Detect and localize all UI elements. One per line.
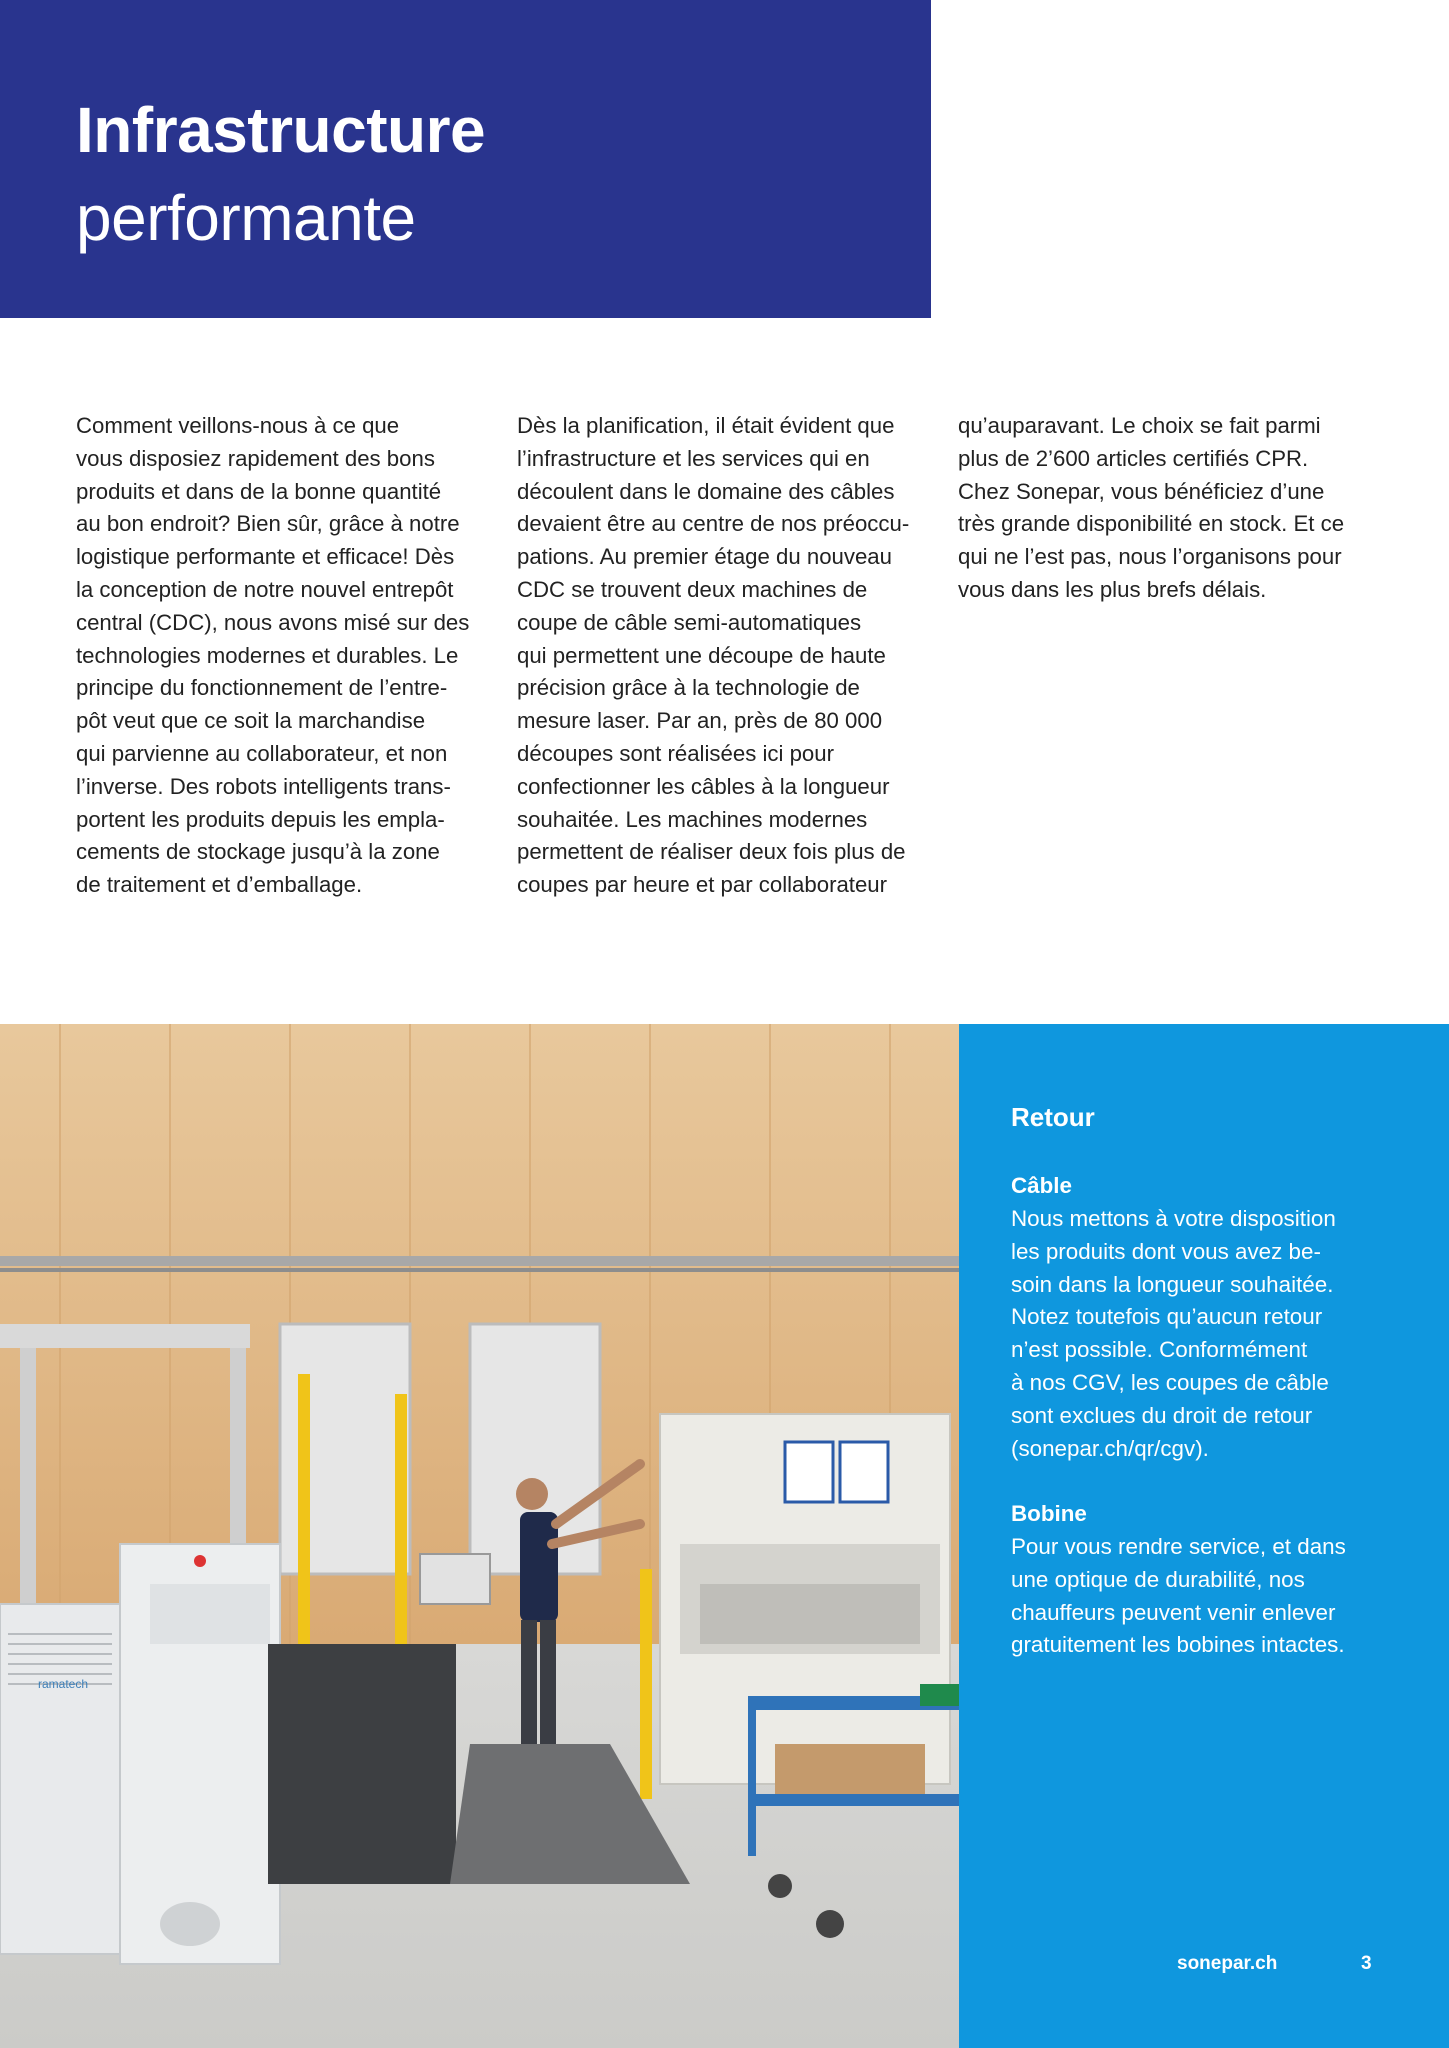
text-line: une optique de durabilité, nos (1011, 1566, 1305, 1592)
text-line: Notez toutefois qu’aucun retour (1011, 1304, 1323, 1330)
text-line: plus de 2’600 articles certifiés CPR. (958, 445, 1309, 471)
sidebar-title: Retour (1011, 1102, 1095, 1132)
title-block (0, 0, 931, 318)
text-line: coupes par heure et par collaborateur (517, 872, 888, 898)
text-line: découpes sont réalisées ici pour (517, 740, 834, 766)
text-line: permettent de réaliser deux fois plus de (517, 839, 906, 865)
footer-url[interactable]: sonepar.ch (1177, 1953, 1278, 1974)
text-line: qui ne l’est pas, nous l’organisons pour (958, 544, 1342, 570)
page-number: 3 (1361, 1953, 1372, 1974)
text-line: produits et dans de la bonne quantité (76, 478, 442, 504)
text-line: portent les produits depuis les empla- (76, 806, 445, 832)
text-line: les produits dont vous avez be- (1011, 1238, 1321, 1264)
page-subtitle: performante (76, 182, 416, 254)
text-line: mesure laser. Par an, près de 80 000 (517, 708, 883, 734)
text-line: central (CDC), nous avons misé sur des (76, 609, 470, 635)
text-line: vous disposiez rapidement des bons (76, 445, 435, 471)
text-line: au bon endroit? Bien sûr, grâce à notre (76, 511, 460, 537)
text-line: Dès la planification, il était évident que (517, 413, 895, 438)
text-line: qui parvienne au collaborateur, et non (76, 740, 448, 766)
page-title: Infrastructure (76, 94, 486, 166)
text-line: l’inverse. Des robots intelligents trans- (76, 773, 451, 799)
text-line: pations. Au premier étage du nouveau (517, 544, 892, 570)
warehouse-photo (0, 1024, 959, 2048)
text-line: CDC se trouvent deux machines de (517, 576, 868, 602)
text-line: Chez Sonepar, vous bénéficiez d’une (958, 478, 1325, 504)
ramatech-logo: ramatech (38, 1677, 89, 1691)
text-line: souhaitée. Les machines modernes (517, 806, 868, 832)
text-line: technologies modernes et durables. Le (76, 642, 459, 668)
sidebar-retour (959, 1024, 1449, 2048)
text-column-3 (958, 410, 1388, 607)
text-line: découlent dans le domaine des câbles (517, 478, 895, 504)
text-line: confectionner les câbles à la longueur (517, 773, 890, 799)
text-line: Nous mettons à votre disposition (1011, 1206, 1336, 1231)
text-line: sont exclues du droit de retour (1011, 1402, 1313, 1428)
text-line: de traitement et d’emballage. (76, 872, 363, 898)
text-line: très grande disponibilité en stock. Et ce (958, 511, 1345, 537)
text-line: Pour vous rendre service, et dans (1011, 1534, 1346, 1559)
text-line: n’est possible. Conformément (1011, 1337, 1308, 1363)
text-line: chauffeurs peuvent venir enlever (1011, 1599, 1336, 1625)
text-line: l’infrastructure et les services qui en (517, 445, 870, 471)
section-heading-cable: Câble (1011, 1173, 1072, 1198)
text-line: devaient être au centre de nos préoccu- (517, 511, 910, 537)
text-line: gratuitement les bobines intactes. (1011, 1632, 1345, 1658)
text-column-1 (76, 410, 506, 902)
section-heading-bobine: Bobine (1011, 1501, 1087, 1526)
section-text-cable (1011, 1203, 1411, 1465)
section-text-bobine (1011, 1531, 1411, 1662)
text-line: coupe de câble semi-automatiques (517, 609, 862, 635)
text-column-2 (517, 410, 947, 902)
text-line: Comment veillons-nous à ce que (76, 413, 400, 438)
text-line: à nos CGV, les coupes de câble (1011, 1369, 1329, 1395)
text-line: cements de stockage jusqu’à la zone (76, 839, 440, 865)
text-line: pôt veut que ce soit la marchandise (76, 708, 426, 734)
text-line: qu’auparavant. Le choix se fait parmi (958, 413, 1321, 438)
text-line: soin dans la longueur souhaitée. (1011, 1271, 1334, 1297)
text-line: logistique performante et efficace! Dès (76, 544, 455, 570)
text-line: la conception de notre nouvel entrepôt (76, 576, 454, 602)
text-line: vous dans les plus brefs délais. (958, 576, 1267, 602)
text-line: (sonepar.ch/qr/cgv). (1011, 1435, 1209, 1461)
text-line: précision grâce à la technologie de (517, 675, 860, 701)
text-line: principe du fonctionnement de l’entre- (76, 675, 448, 701)
text-line: qui permettent une découpe de haute (517, 642, 886, 668)
